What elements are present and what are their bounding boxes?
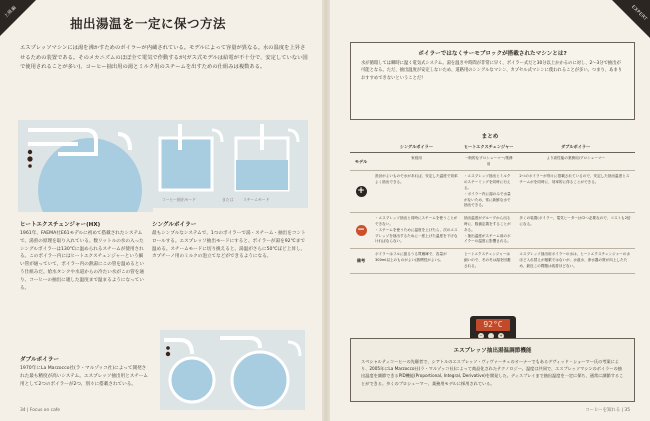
minus-button-icon: − (479, 333, 483, 338)
corner-label-left: 上級編 (3, 5, 18, 20)
table-cell: ・エスプレッソ抽出と同時にスチームを使うことができない。 ・スチームを使うために温度を上げたら、次のエスプレッソを抽出するために一度上げた温度を下げなければならない。 (372, 213, 461, 249)
table-row-pros (350, 171, 635, 213)
table-cell: ボイラーはフルに振るうる買蔵庫で、容量が300ml以上のものがよい(熱慣性がよい)。 (372, 249, 461, 273)
table-cell: 一般的なプロシューマー/業務用 (461, 152, 516, 171)
right-page (330, 0, 650, 421)
minus-icon: − (357, 225, 365, 236)
thermoblock-title: ボイラーではなくサーモブロックが搭載されたマシンとは? (418, 51, 567, 57)
plus-icon: + (357, 186, 365, 197)
right-footer: コーヒーを知れる | 35 (585, 408, 630, 413)
gutter (322, 0, 330, 421)
hx-diagram (18, 120, 153, 212)
table-cell: 多くの装置(ボイラー、電気ヒーター)が2つ必要なので、コストも2倍になる。 (516, 213, 635, 249)
hx-body: 1961年、FAEMA社E61モデルに初めて搭載されたシステムで、湯煎の原理を取り入れている。数リットルの水の入ったシングルボイラーは130℃に温められるスチームが使用される。このボイラー内にはヒートエクスチェンジャーという細い管が通っていて、ボイラー内の熱湯にこの管を温めるという仕組みだ。給水タンクや水道からの冷たい水がこの管を通り、コーヒーの抽出に適した温度まで温まるようになっている。 (20, 231, 144, 291)
table-header: ダブルボイラー (516, 142, 635, 152)
single-boiler-diagram (150, 120, 308, 208)
pid-display: 92°C (476, 319, 510, 331)
label-coffee-mode: コーヒー抽出モード (162, 197, 196, 202)
table-header: シングルボイラー (372, 142, 461, 152)
hx-heading: ヒートエクスチェンジャー(HX) (20, 222, 101, 228)
table-cell: ヒートエクスチェンジャーは細いので、冬の冬は湯を回避される。 (461, 249, 516, 273)
table-cell: 2つのボイラーが別々に搭載されているので、安定した抽出温度とスチームがを同時に、効率的に得ることができる。 (516, 171, 635, 213)
table-row-notes (350, 249, 635, 273)
single-boiler-body: 最もシンプルなシステムで、1つのボイラーで湯・スチーム・抽出をコントロールする。エスプレッソ抽出モードにすると、ボイラーが湯を92℃まで温める。スチームモードに切り換えると、湯温がさらに50℃ほど上昇し、カプチーノ用のミルクの泡立てなどができるようになる。 (152, 231, 306, 260)
double-boiler-body: 1970年にLa Marzocco社(ラ・マルゾッコ社)によって開発された最も精度が高いシステム。エスプレッソ抽出用とスチーム用として2つのボイラーが2つ、別々に搭載されている。 (20, 366, 148, 387)
row-label-model: モデル (350, 152, 372, 171)
left-footer: 34 | Focus on cafe (20, 408, 61, 413)
plus-button-icon: + (499, 333, 503, 338)
table-cell: ・エスプレッソ抽出とミルクのスチーミングを同時に行える。 ・ボイラー内に湯のみで水量がないため、常に新鮮な水で抽出できる。 (461, 171, 516, 213)
comparison-table (350, 142, 635, 274)
table-cell: 抽出温度がグループから出る時に、数値定義をすることがある。 ・抽出温度がスチーム用のボイラーの温度に影響される。 (461, 213, 516, 249)
pid-info-body: スペシャルティコーヒーの先駆者で、シアトルのエスプレッソ・ヴィヴァーチェのオーナーでもあるデヴィッド・ショーマー氏の考案により、2005年にLa Marzocco社(ラ・マルゾッコ社)によって商品化されたテクノロジー。温度は共同で、エスプレッソマシンのボイラーの抽出温度を調節できるPID機能(Proportional, Integral, Derivative)を開発した。ディスプレイまで抽出温度を一定に保ち、通常に調節することができる。多くのプロシューマー、業務用モデルに採用されている。 (361, 359, 624, 386)
table-cell: エスプレッソ抽出用ボイラーの水は、ヒートエクスチェンジャーの水ほど入れ替えが頻繁ではないが、水道水、浄水器の質が向上したため、最近この問題は改善ほどない。 (516, 249, 635, 273)
label-or: または (222, 197, 234, 202)
pid-info-title: エスプレッソ抽出湯温調節機能 (453, 348, 532, 354)
intro-paragraph: エスプレッソマシンには湯を沸かすためのボイラーが内蔵されている。モデルによって容量が異なる。水の温度を上昇させるための装置である。そのメカニズムのほぼ全て電気で作動するが(ガス式モデルは給電が不十分で、安定していない国で使用されることが多い)、コーヒー抽出用の湯とミルク用のスチームを出すための仕組みは複数ある。 (20, 45, 308, 71)
thermoblock-body: 水が循環しては瞬時に温く電気式システム。湯を温きや時間が非常に早く、ボイラー式だと30分以上かかるのに対し、2〜3分で抽出が可能となる。ただ、抽出温度が安定しないため、道路用のシングルなマシン、カプセル式マシンに使われることが多い。つまり、あまりおすすめできないということだ! (361, 61, 623, 81)
page-title: 抽出湯温を一定に保つ方法 (70, 16, 227, 31)
thermoblock-box (350, 42, 635, 120)
corner-label-right: EXPERT (630, 4, 648, 23)
pid-info-box (350, 338, 635, 402)
table-cell: 設計がよいもので水があれば、安定した温度で効率よく抽出できる。 (372, 171, 461, 213)
plus-icon-cell (350, 171, 372, 213)
table-row-model (350, 152, 635, 171)
double-boiler-heading: ダブルボイラー (20, 357, 59, 363)
row-label-notes: 備考 (350, 249, 372, 273)
single-boiler-heading: シングルボイラー (152, 222, 197, 228)
minus-icon-cell (350, 213, 372, 249)
double-boiler-diagram (160, 330, 305, 410)
table-cell: 家庭用 (372, 152, 461, 171)
table-cell: より高性能の業務用/プロシューマー (516, 152, 635, 171)
table-row-cons (350, 213, 635, 249)
table-header: ヒートエクスチェンジャー (461, 142, 516, 152)
label-steam-mode: スチームモード (243, 197, 270, 202)
table-header-row (350, 142, 635, 152)
summary-title: まとめ (481, 134, 499, 140)
table-header (350, 142, 372, 152)
left-page (0, 0, 322, 421)
